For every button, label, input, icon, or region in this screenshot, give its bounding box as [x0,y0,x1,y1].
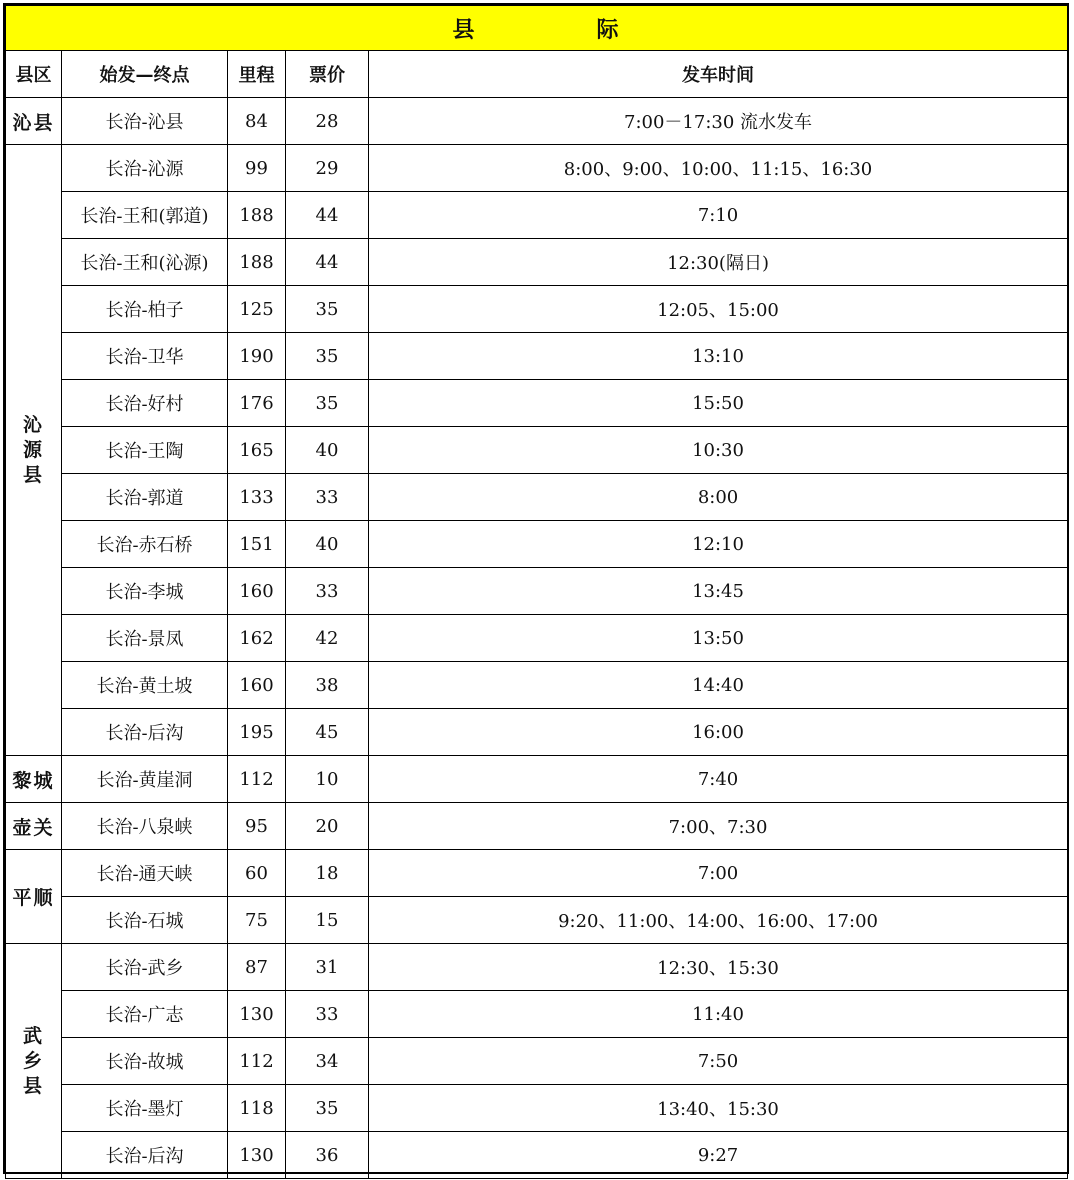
table-row [6,521,1068,568]
departure-time-cell: 9:20、11:00、14:00、16:00、17:00 [369,897,1068,944]
departure-time-cell: 7:40 [369,756,1068,803]
route-cell: 长治-沁县 [62,98,228,145]
departure-time-cell: 7:00－17:30 流水发车 [369,98,1068,145]
mileage-cell: 190 [228,333,286,380]
table-title [6,6,1068,51]
header-row [6,51,1068,98]
fare-cell: 20 [286,803,369,850]
mileage-cell: 162 [228,615,286,662]
table-row [6,991,1068,1038]
table-row [6,897,1068,944]
mileage-cell: 151 [228,521,286,568]
departure-time-cell: 16:00 [369,709,1068,756]
fare-cell: 35 [286,1085,369,1132]
table-row [6,239,1068,286]
table-row [6,98,1068,145]
title-right: 际 [596,17,621,43]
title-row [6,6,1068,51]
table-row [6,662,1068,709]
table-row [6,944,1068,991]
mileage-cell: 188 [228,192,286,239]
fare-cell: 28 [286,98,369,145]
departure-time-cell: 13:50 [369,615,1068,662]
departure-time-cell: 12:05、15:00 [369,286,1068,333]
route-cell: 长治-墨灯 [62,1085,228,1132]
route-cell: 长治-王和(沁源) [62,239,228,286]
table-row [6,756,1068,803]
table-row [6,286,1068,333]
departure-time-cell: 7:50 [369,1038,1068,1085]
departure-time-cell: 8:00 [369,474,1068,521]
route-cell: 长治-广志 [62,991,228,1038]
route-cell: 长治-通天峡 [62,850,228,897]
route-cell: 长治-武乡 [62,944,228,991]
route-cell: 长治-黄土坡 [62,662,228,709]
table-row [6,850,1068,897]
table-row [6,427,1068,474]
mileage-cell: 125 [228,286,286,333]
county-cell [6,944,62,1179]
route-cell: 长治-柏子 [62,286,228,333]
departure-time-cell: 12:30、15:30 [369,944,1068,991]
departure-time-cell: 14:40 [369,662,1068,709]
fare-cell: 35 [286,333,369,380]
departure-time-cell: 13:45 [369,568,1068,615]
county-cell [6,803,62,850]
mileage-cell: 195 [228,709,286,756]
fare-cell: 33 [286,568,369,615]
fare-cell: 45 [286,709,369,756]
header-county: 县区 [6,51,62,98]
county-char: 县 [22,1074,44,1097]
county-char: 武 [22,1024,44,1047]
county-name: 黎城 [12,769,55,792]
county-char: 源 [22,438,44,461]
mileage-cell: 87 [228,944,286,991]
route-cell: 长治-故城 [62,1038,228,1085]
fare-cell: 44 [286,239,369,286]
departure-time-cell: 13:40、15:30 [369,1085,1068,1132]
fare-cell: 33 [286,474,369,521]
fare-cell: 44 [286,192,369,239]
mileage-cell: 118 [228,1085,286,1132]
mileage-cell: 112 [228,1038,286,1085]
departure-time-cell: 7:00、7:30 [369,803,1068,850]
title-left: 县 [452,17,477,43]
county-char: 乡 [22,1049,44,1072]
fare-cell: 40 [286,427,369,474]
fare-cell: 35 [286,380,369,427]
route-cell: 长治-后沟 [62,1132,228,1179]
table-row [6,1085,1068,1132]
route-cell: 长治-景凤 [62,615,228,662]
county-cell [6,98,62,145]
mileage-cell: 75 [228,897,286,944]
departure-time-cell: 9:27 [369,1132,1068,1179]
route-cell: 长治-李城 [62,568,228,615]
table-row [6,803,1068,850]
fare-cell: 36 [286,1132,369,1179]
mileage-cell: 165 [228,427,286,474]
route-cell: 长治-王和(郭道) [62,192,228,239]
mileage-cell: 176 [228,380,286,427]
mileage-cell: 188 [228,239,286,286]
fare-cell: 18 [286,850,369,897]
county-cell [6,756,62,803]
mileage-cell: 160 [228,662,286,709]
route-cell: 长治-石城 [62,897,228,944]
departure-time-cell: 13:10 [369,333,1068,380]
county-name: 平顺 [12,887,55,909]
departure-time-cell: 10:30 [369,427,1068,474]
departure-time-cell: 8:00、9:00、10:00、11:15、16:30 [369,145,1068,192]
departure-time-cell: 7:00 [369,850,1068,897]
fare-cell: 38 [286,662,369,709]
header-departure-time: 发车时间 [369,51,1068,98]
departure-time-cell: 12:30(隔日) [369,239,1068,286]
county-cell [6,145,62,756]
county-cell [6,850,62,944]
table-row [6,380,1068,427]
mileage-cell: 133 [228,474,286,521]
table-row [6,1132,1068,1179]
header-route: 始发—终点 [62,51,228,98]
table-row [6,1038,1068,1085]
departure-time-cell: 12:10 [369,521,1068,568]
route-cell: 长治-赤石桥 [62,521,228,568]
route-cell: 长治-好村 [62,380,228,427]
county-char: 沁 [22,413,44,436]
route-cell: 长治-郭道 [62,474,228,521]
mileage-cell: 130 [228,1132,286,1179]
route-cell: 长治-沁源 [62,145,228,192]
fare-cell: 33 [286,991,369,1038]
mileage-cell: 95 [228,803,286,850]
fare-cell: 42 [286,615,369,662]
header-mileage: 里程 [228,51,286,98]
schedule-body [6,98,1068,1179]
table-row [6,145,1068,192]
fare-cell: 10 [286,756,369,803]
table-row [6,709,1068,756]
mileage-cell: 160 [228,568,286,615]
fare-cell: 34 [286,1038,369,1085]
fare-cell: 31 [286,944,369,991]
route-cell: 长治-后沟 [62,709,228,756]
departure-time-cell: 11:40 [369,991,1068,1038]
mileage-cell: 60 [228,850,286,897]
mileage-cell: 130 [228,991,286,1038]
county-char: 县 [22,463,44,486]
fare-cell: 35 [286,286,369,333]
header-fare: 票价 [286,51,369,98]
mileage-cell: 112 [228,756,286,803]
departure-time-cell: 7:10 [369,192,1068,239]
route-cell: 长治-八泉峡 [62,803,228,850]
county-name: 沁县 [12,111,55,134]
fare-cell: 40 [286,521,369,568]
route-cell: 长治-卫华 [62,333,228,380]
fare-cell: 15 [286,897,369,944]
route-cell: 长治-王陶 [62,427,228,474]
mileage-cell: 84 [228,98,286,145]
route-cell: 长治-黄崖洞 [62,756,228,803]
fare-cell: 29 [286,145,369,192]
bus-schedule-table [5,5,1068,1179]
table-row [6,474,1068,521]
table-row [6,333,1068,380]
mileage-cell: 99 [228,145,286,192]
table-row [6,568,1068,615]
county-name: 壶关 [12,816,55,839]
departure-time-cell: 15:50 [369,380,1068,427]
schedule-frame [3,3,1069,1174]
table-row [6,192,1068,239]
table-row [6,615,1068,662]
